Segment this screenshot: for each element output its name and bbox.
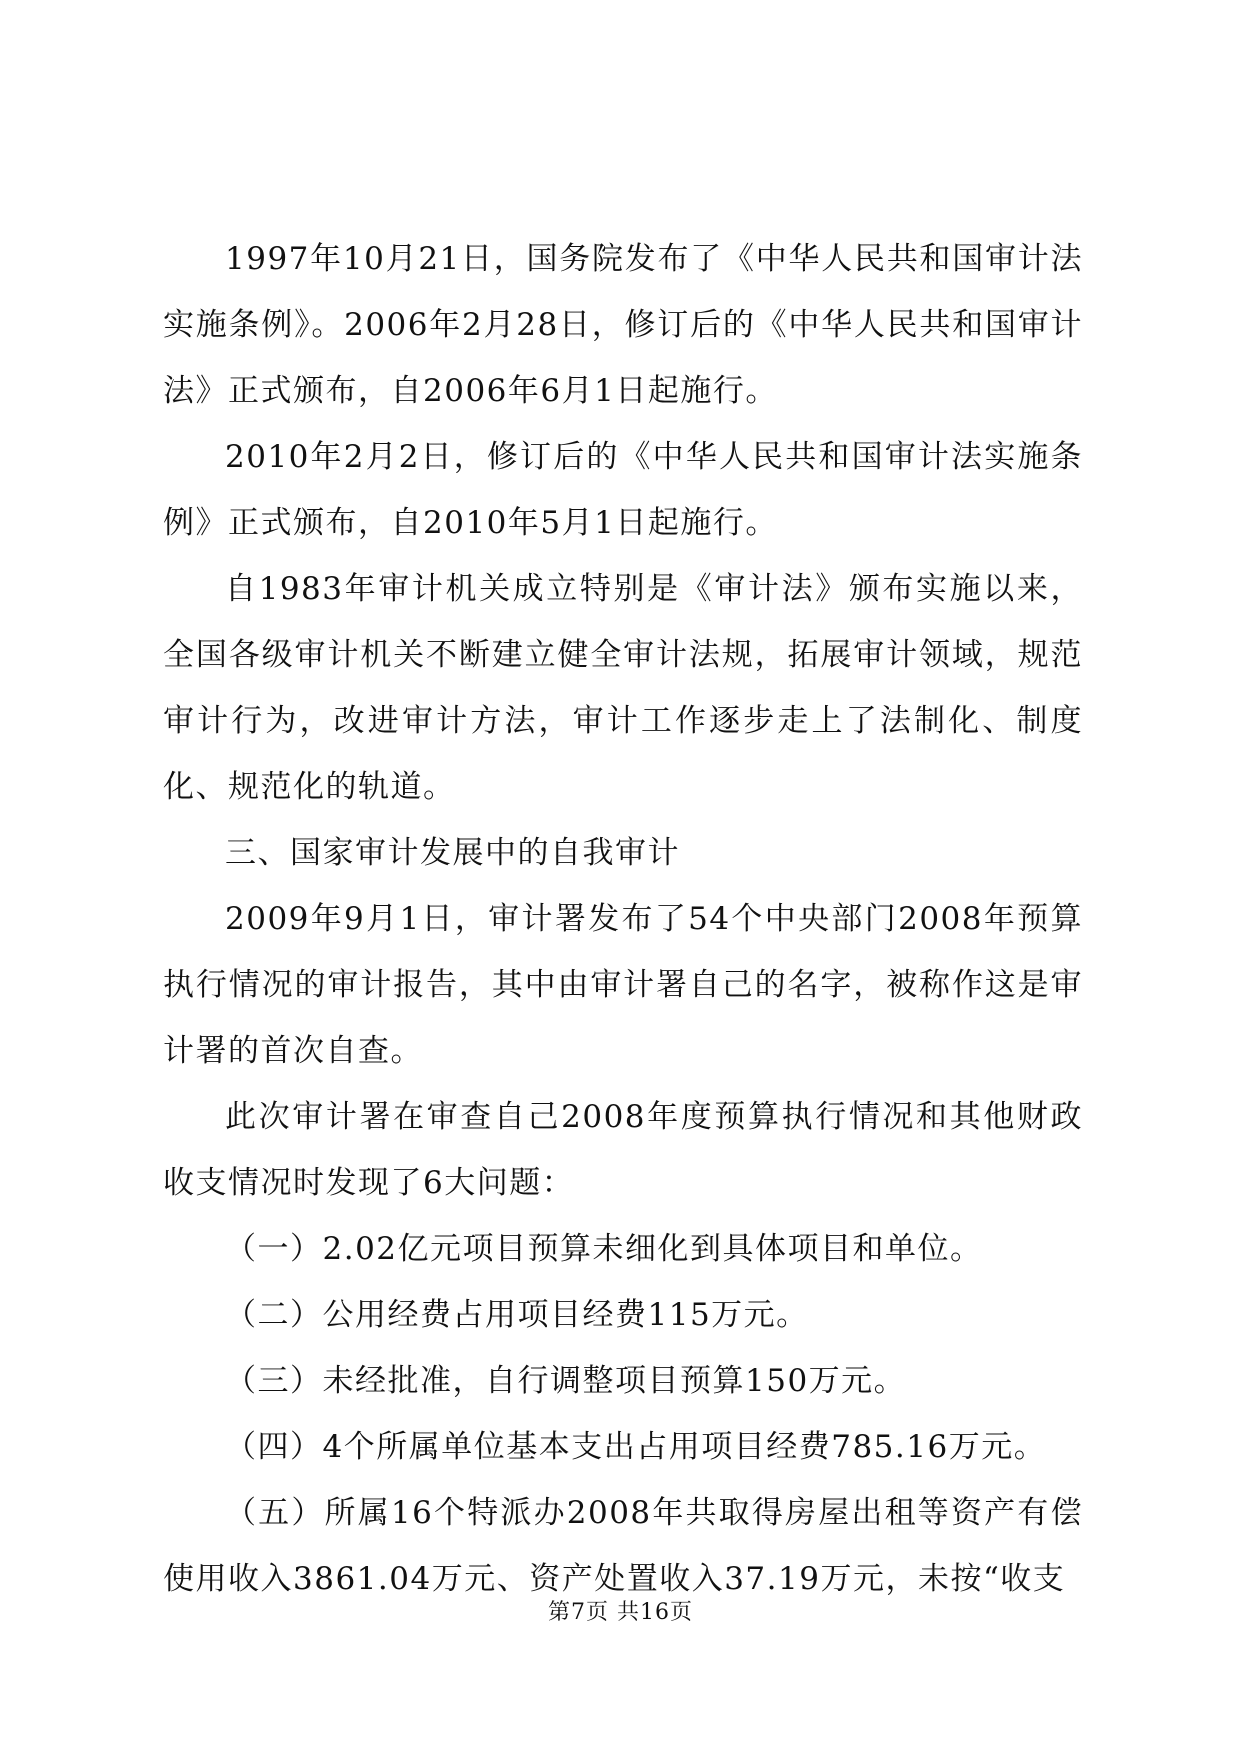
paragraph-audit-development: 自1983年审计机关成立特别是《审计法》颁布实施以来，全国各级审计机关不断建立健全审计法规，拓展审计领域，规范审计行为，改进审计方法，审计工作逐步走上了法制化、制度化、规范化的轨道。 [163, 571, 1083, 805]
list-item-problem-5: （五）所属16个特派办2008年共取得房屋出租等资产有偿使用收入3861.04万元、资产处置收入37.19万元，未按“收支 [163, 1495, 1083, 1597]
paragraph-regulations-2010: 2010年2月2日，修订后的《中华人民共和国审计法实施条例》正式颁布，自2010年5月1日起施行。 [163, 439, 1083, 541]
list-item-problem-4: （四）4个所属单位基本支出占用项目经费785.16万元。 [225, 1429, 1047, 1465]
paragraph-audit-law-1997-2006: 1997年10月21日，国务院发布了《中华人民共和国审计法实施条例》。2006年2月28日，修订后的《中华人民共和国审计法》正式颁布，自2006年6月1日起施行。 [163, 241, 1083, 409]
body-text [163, 226, 1083, 1612]
section-heading: 三、国家审计发展中的自我审计 [225, 835, 680, 871]
list-item-problem-3: （三）未经批准，自行调整项目预算150万元。 [225, 1363, 907, 1399]
list-item-problem-1: （一）2.02亿元项目预算未细化到具体项目和单位。 [225, 1231, 983, 1267]
page-number-footer: 第7页 共16页 [548, 1600, 693, 1625]
list-item-problem-2: （二）公用经费占用项目经费115万元。 [225, 1297, 809, 1333]
paragraph-self-audit-2009: 2009年9月1日，审计署发布了54个中央部门2008年预算执行情况的审计报告，其中由审计署自己的名字，被称作这是审计署的首次自查。 [163, 901, 1083, 1069]
paragraph-six-problems: 此次审计署在审查自己2008年度预算执行情况和其他财政收支情况时发现了6大问题： [163, 1099, 1083, 1201]
